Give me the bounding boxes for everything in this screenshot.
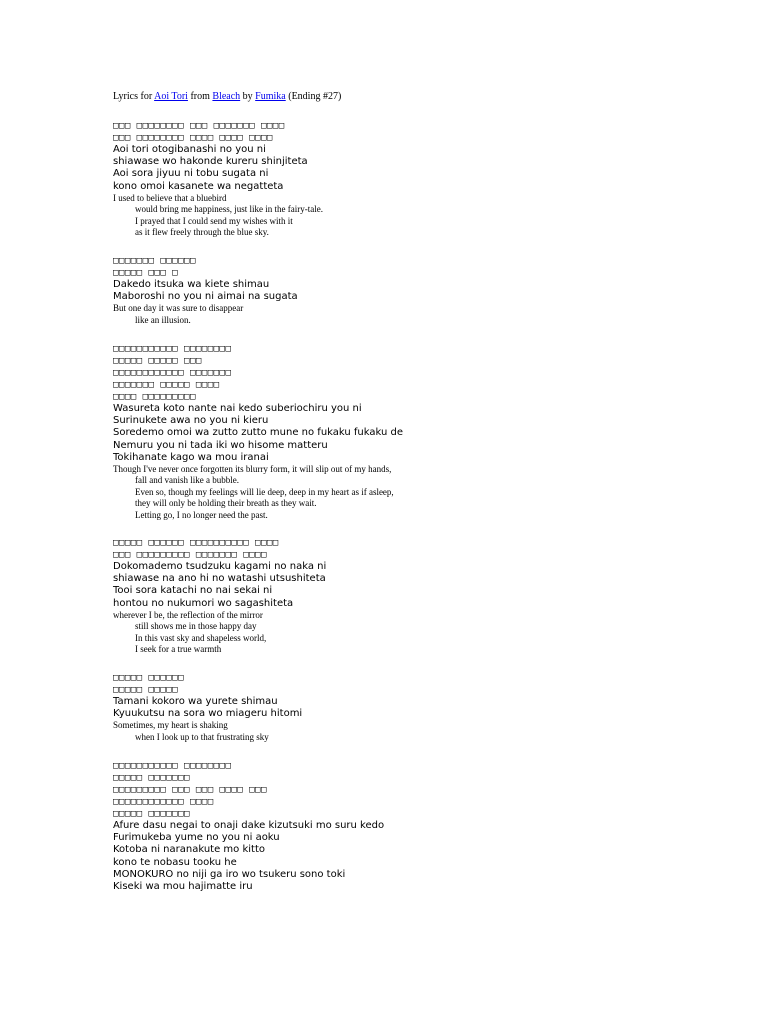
english-translation-line: fall and vanish like a bubble. (135, 475, 239, 486)
english-translation-line: Even so, though my feelings will lie deep, deep in my heart as if asleep, (135, 486, 394, 497)
japanese-line: □□□□□ □□□□□□□ (113, 773, 190, 783)
japanese-line: □□□□□□□ □□□□□□ (113, 256, 196, 266)
english-translation-line: when I look up to that frustrating sky (135, 731, 269, 742)
japanese-line: □□□□□ □□□□□ □□□ (113, 356, 202, 366)
romaji-line: Tamani kokoro wa yurete shimau (113, 696, 278, 707)
japanese-line: □□□□□□□□□ □□□ □□□ □□□□ □□□ (113, 785, 267, 795)
stanza-4 (113, 537, 326, 655)
stanza-3 (113, 343, 403, 521)
japanese-line: □□□□ □□□□□□□□□ (113, 392, 196, 402)
romaji-line: Furimukeba yume no you ni aoku (113, 832, 280, 844)
romaji-line: Dokomademo tsudzuku kagami no naka ni (113, 561, 327, 572)
japanese-line: □□□□□□□ □□□□□ □□□□ (113, 380, 220, 390)
stanza-5 (113, 672, 302, 743)
romaji-line: Afure dasu negai to onaji dake kizutsuki mo suru kedo (113, 820, 385, 831)
romaji-line: Kotoba ni naranakute mo kitto (113, 844, 265, 856)
japanese-line: □□□□□□□□□□□ □□□□□□□□ (113, 761, 232, 771)
romaji-line: Wasureta koto nante nai kedo suberiochiru you ni (113, 403, 362, 414)
romaji-line: Aoi sora jiyuu ni tobu sugata ni (113, 168, 269, 180)
romaji-line: shiawase na ano hi no watashi utsushiteta (113, 573, 326, 585)
english-translation-line: Sometimes, my heart is shaking (113, 720, 228, 731)
japanese-line: □□□□□ □□□□□□ (113, 673, 185, 683)
romaji-line: shiawase wo hakonde kureru shinjiteta (113, 156, 308, 168)
lyrics-header (113, 91, 341, 103)
english-translation-line: But one day it was sure to disappear (113, 303, 244, 314)
english-translation-line: like an illusion. (135, 314, 191, 325)
english-translation-line: as it flew freely through the blue sky. (135, 227, 269, 238)
japanese-line: □□□□□□□□□□□ □□□□□□□□ (113, 344, 232, 354)
english-translation-line: they will only be holding their breath as they wait. (135, 498, 317, 509)
romaji-line: hontou no nukumori wo sagashiteta (113, 597, 294, 609)
header-from: from (187, 91, 213, 102)
english-translation-line: Though I've never once forgotten its blurry form, it will slip out of my hands, (113, 464, 392, 475)
stanza-2 (113, 255, 298, 326)
japanese-line: □□□ □□□□□□□□□ □□□□□□□ □□□□ (113, 550, 267, 560)
english-translation-line: I used to believe that a bluebird (113, 192, 227, 203)
japanese-line: □□□□□□□□□□□□ □□□□ (113, 797, 214, 807)
romaji-line: Kyuukutsu na sora wo miageru hitomi (113, 708, 303, 720)
anime-link[interactable]: Bleach (212, 91, 241, 102)
romaji-line: Tooi sora katachi no nai sekai ni (113, 585, 273, 597)
romaji-line: Maboroshi no you ni aimai na sugata (113, 291, 298, 303)
japanese-line: □□□□□ □□□□□□ □□□□□□□□□□ □□□□ (113, 538, 279, 548)
japanese-line: □□□□□ □□□ □ (113, 268, 179, 278)
artist-link[interactable]: Fumika (255, 91, 286, 102)
romaji-line: Tokihanate kago wa mou iranai (113, 451, 269, 463)
japanese-line: □□□□□ □□□□□ (113, 685, 179, 695)
romaji-line: Kiseki wa mou hajimatte iru (113, 881, 253, 893)
romaji-line: Dakedo itsuka wa kiete shimau (113, 279, 270, 290)
japanese-line: □□□□□□□□□□□□ □□□□□□□ (113, 368, 232, 378)
romaji-line: kono omoi kasanete wa negatteta (113, 180, 284, 192)
romaji-line: Surinukete awa no you ni kieru (113, 415, 269, 427)
header-prefix: Lyrics for (113, 91, 155, 102)
english-translation-line: Letting go, I no longer need the past. (135, 509, 268, 520)
english-translation-line: I seek for a true warmth (135, 644, 222, 655)
japanese-line: □□□□□ □□□□□□□ (113, 809, 190, 819)
romaji-line: kono te nobasu tooku he (113, 856, 237, 868)
romaji-line: Nemuru you ni tada iki wo hisome matteru (113, 439, 328, 451)
japanese-line: □□□ □□□□□□□□ □□□ □□□□□□□ □□□□ (113, 121, 285, 131)
stanza-6 (113, 760, 384, 893)
romaji-line: Soredemo omoi wa zutto zutto mune no fukaku fukaku de (113, 427, 404, 439)
romaji-line: Aoi tori otogibanashi no you ni (113, 144, 266, 155)
romaji-line: MONOKURO no niji ga iro wo tsukeru sono toki (113, 868, 346, 880)
japanese-line: □□□ □□□□□□□□ □□□□ □□□□ □□□□ (113, 133, 273, 143)
header-by: by (240, 91, 256, 102)
english-translation-line: would bring me happiness, just like in the fairy-tale. (135, 204, 323, 215)
header-suffix: (Ending #27) (285, 91, 342, 102)
english-translation-line: wherever I be, the reflection of the mirror (113, 609, 263, 620)
song-link[interactable]: Aoi Tori (154, 91, 188, 102)
stanza-1 (113, 120, 323, 238)
english-translation-line: I prayed that I could send my wishes with it (135, 215, 293, 226)
english-translation-line: still shows me in those happy day (135, 621, 257, 632)
english-translation-line: In this vast sky and shapeless world, (135, 632, 267, 643)
